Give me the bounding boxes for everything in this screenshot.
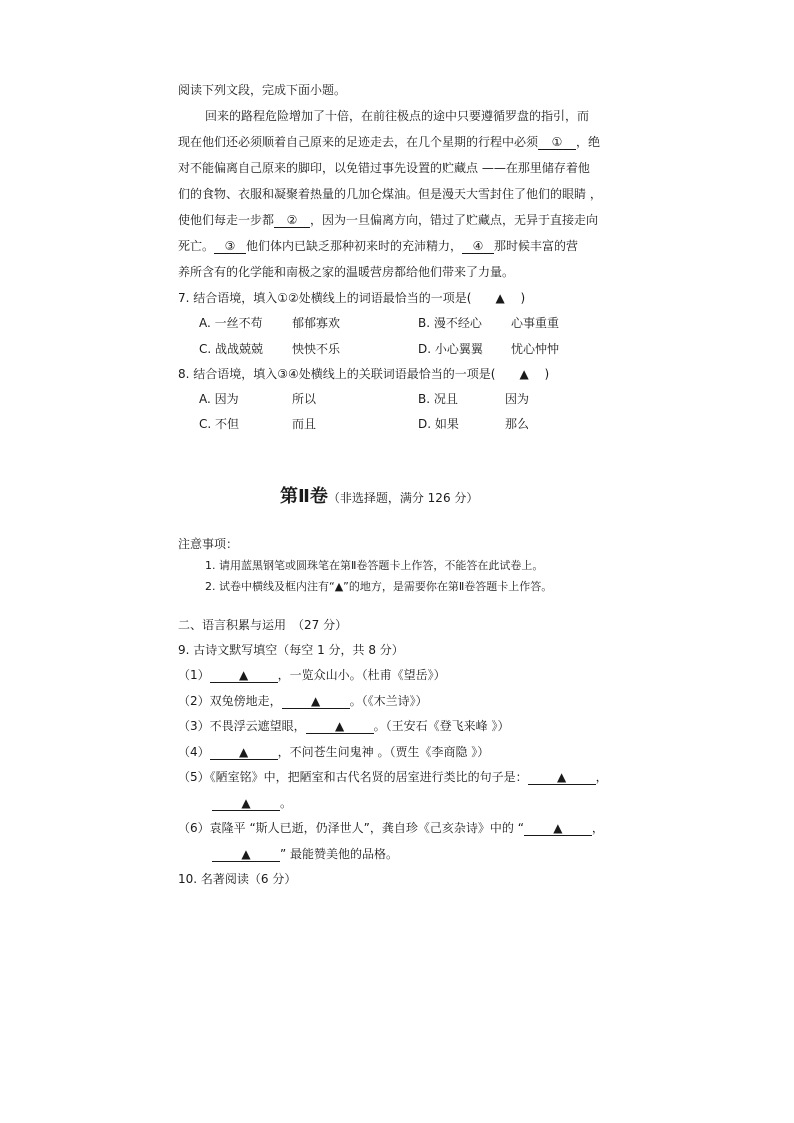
q7-option-d: D. 小心翼翼 [418,342,483,356]
reading-instruction: 阅读下列文段，完成下面小题。 [178,83,347,97]
blank-4: ④ [462,239,494,254]
passage-text: ，因为一旦偏离方向，错过了贮藏点，无异于直接走向 [310,213,599,227]
q8-option-c-word2: 而且 [292,417,317,431]
q9-item-2 [178,693,428,709]
q8-option-b-word2: 因为 [505,392,530,406]
section-title [280,482,478,508]
q9-text: ，不问苍生问鬼神 。（贾生《李商隐 》） [277,745,490,759]
notice-item-2: 2. 试卷中横线及框内注有“▲”的地方，是需要你在第Ⅱ卷答题卡上作答。 [205,580,553,593]
blank-2: ② [274,213,310,228]
q8-option-c: C. 不但 [199,417,240,431]
passage-text: 使他们每走一步都 [178,213,275,227]
answer-blank: ▲ [306,719,374,734]
passage-line-1: 回来的路程危险增加了十倍，在前往极点的途中只要遵循罗盘的指引，而 [205,109,590,123]
q9-item-4 [178,744,489,760]
question-8-stem: 8. 结合语境，填入③④处横线上的关联词语最恰当的一项是( ▲ ) [178,367,550,381]
notice-item-1: 1. 请用蓝黑钢笔或圆珠笔在第Ⅱ卷答题卡上作答，不能答在此试卷上。 [205,559,544,572]
notice-heading: 注意事项： [178,537,239,551]
q9-text: （6）袁隆平 “斯人已逝，仍泽世人”，龚自珍《己亥杂诗》中的 “ [178,821,524,835]
q9-text: ，一览众山小。（杜甫《望岳》） [277,668,446,682]
q9-item-5-cont [212,795,292,811]
blank-1: ① [538,135,576,150]
passage-text: 那时候丰富的营 [494,239,579,253]
passage-text: ，绝 [576,135,601,149]
passage-line-2 [178,134,600,150]
passage-text: 死亡。 [178,239,215,253]
answer-blank: ▲ [212,796,280,811]
q7-option-c: C. 战战兢兢 [199,342,264,356]
q9-text: 。 [280,796,293,810]
passage-line-6 [178,238,578,254]
question-7-stem: 7. 结合语境，填入①②处横线上的词语最恰当的一项是( ▲ ) [178,291,526,305]
q9-text: （1） [178,668,210,682]
q9-text: （3）不畏浮云遮望眼， [178,719,306,733]
q9-text: （4） [178,745,210,759]
q9-item-6-cont [212,846,398,862]
blank-3: ③ [214,239,246,254]
answer-blank: ▲ [210,668,278,683]
q9-text: 。（王安石《登飞来峰 》） [373,719,510,733]
q9-item-6 [178,820,604,836]
q9-text: （5）《陋室铭》中，把陋室和古代名贤的居室进行类比的句子是： [178,770,528,784]
q7-option-d-word2: 忧心忡忡 [511,342,560,356]
passage-line-3: 对不能偏离自己原来的脚印，以免错过事先设置的贮藏点 ——在那里储存着他 [178,161,590,175]
section-title-sub: （非选择题，满分 126 分） [327,491,479,505]
q7-option-b: B. 漫不经心 [418,316,482,330]
section-title-main: 第Ⅱ卷 [280,486,328,507]
q9-item-5 [178,769,608,785]
q9-item-1 [178,667,446,683]
q8-option-a-word2: 所以 [292,392,317,406]
q7-option-a: A. 一丝不苟 [199,316,263,330]
q9-text: （2）双兔傍地走， [178,694,282,708]
q8-option-d-word2: 那么 [505,417,530,431]
q7-option-a-word2: 郁郁寡欢 [292,316,341,330]
passage-line-7: 养所含有的化学能和南极之家的温暖营房都给他们带来了力量。 [178,265,515,279]
passage-text: 现在他们还必须顺着自己原来的足迹走去，在几个星期的行程中必须 [178,135,539,149]
q9-text: ， [591,821,604,835]
part-2-heading: 二、语言积累与运用 （27 分） [178,618,348,632]
q8-option-b: B. 况且 [418,392,458,406]
q9-text: ， [595,770,608,784]
q9-item-3 [178,718,509,734]
answer-blank: ▲ [528,770,596,785]
answer-blank: ▲ [210,745,278,760]
q7-option-c-word2: 怏怏不乐 [292,342,341,356]
q7-option-b-word2: 心事重重 [511,316,560,330]
question-9-stem: 9. 古诗文默写填空（每空 1 分，共 8 分） [178,643,404,657]
q8-option-d: D. 如果 [418,417,459,431]
q9-text: ” 最能赞美他的品格。 [280,847,399,861]
question-10-heading: 10. 名著阅读（6 分） [178,872,297,886]
answer-blank: ▲ [524,821,592,836]
answer-blank: ▲ [282,694,350,709]
passage-text: 他们体内已缺乏那种初来时的充沛精力， [246,239,463,253]
passage-line-5 [178,212,598,228]
answer-blank: ▲ [212,847,280,862]
passage-line-4: 们的食物、衣服和凝聚着热量的几加仑煤油。但是漫天大雪封住了他们的眼睛 ， [178,187,602,201]
q8-option-a: A. 因为 [199,392,239,406]
q9-text: 。（《木兰诗》） [349,694,428,708]
